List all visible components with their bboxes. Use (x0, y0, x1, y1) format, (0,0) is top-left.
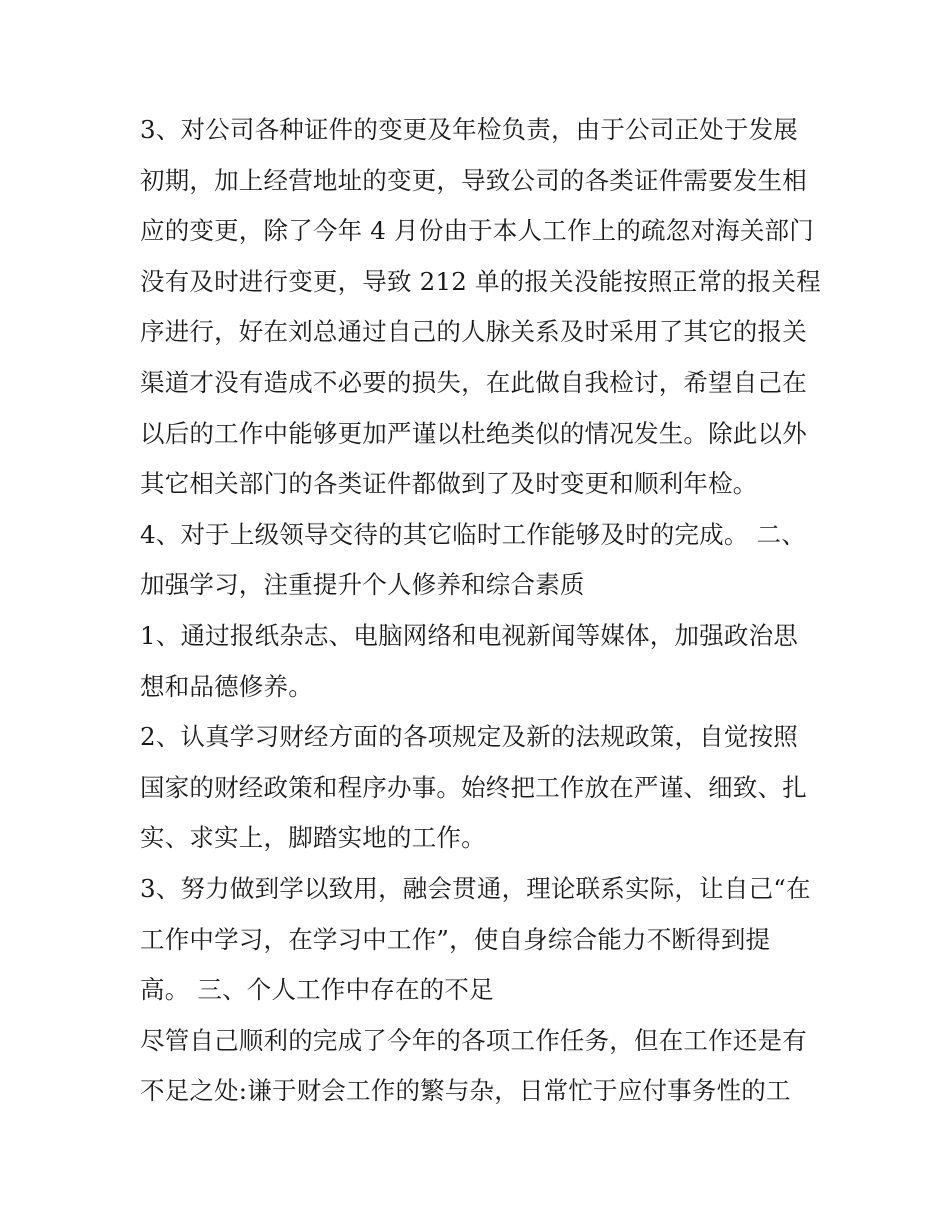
text-line: 3、对公司各种证件的变更及年检负责，由于公司正处于发展 (140, 115, 798, 144)
text-line: 4、对于上级领导交待的其它临时工作能够及时的完成。 二、 (140, 519, 806, 549)
text-line: 没有及时进行变更，导致 212 单的报关没能按照正常的报关程 (140, 266, 821, 296)
text-line: 想和品德修养。 (140, 671, 313, 701)
text-line: 实、求实上，脚踏实地的工作。 (140, 823, 486, 853)
text-line: 以后的工作中能够更加严谨以杜绝类似的情况发生。除此以外 (140, 418, 807, 448)
text-line: 国家的财经政策和程序办事。始终把工作放在严谨、细致、扎 (140, 772, 807, 802)
text-line: 工作中学习，在学习中工作”，使自身综合能力不断得到提 (140, 924, 771, 954)
text-line: 序进行，好在刘总通过自己的人脉关系及时采用了其它的报关 (140, 317, 807, 347)
text-line: 渠道才没有造成不必要的损失，在此做自我检讨，希望自己在 (140, 367, 807, 397)
text-line: 尽管自己顺利的完成了今年的各项工作任务，但在工作还是有 (140, 1025, 807, 1055)
text-line: 1、通过报纸杂志、电脑网络和电视新闻等媒体，加强政治思 (140, 620, 798, 650)
document-body (140, 112, 820, 1124)
text-line: 初期，加上经营地址的变更，导致公司的各类证件需要发生相 (140, 165, 807, 195)
text-line: 其它相关部门的各类证件都做到了及时变更和顺利年检。 (140, 469, 758, 499)
text-line: 应的变更，除了今年 4 月份由于本人工作上的疏忽对海关部门 (140, 216, 814, 246)
text-line: 3、努力做到学以致用，融会贯通，理论联系实际，让自己“在 (140, 873, 811, 903)
section-heading-line: 高。 三、个人工作中存在的不足 (140, 975, 494, 1005)
section-heading-line: 加强学习，注重提升个人修养和综合素质 (140, 570, 585, 600)
text-line: 2、认真学习财经方面的各项规定及新的法规政策，自觉按照 (140, 722, 798, 752)
text-line: 不足之处:谦于财会工作的繁与杂，日常忙于应付事务性的工 (140, 1076, 791, 1106)
